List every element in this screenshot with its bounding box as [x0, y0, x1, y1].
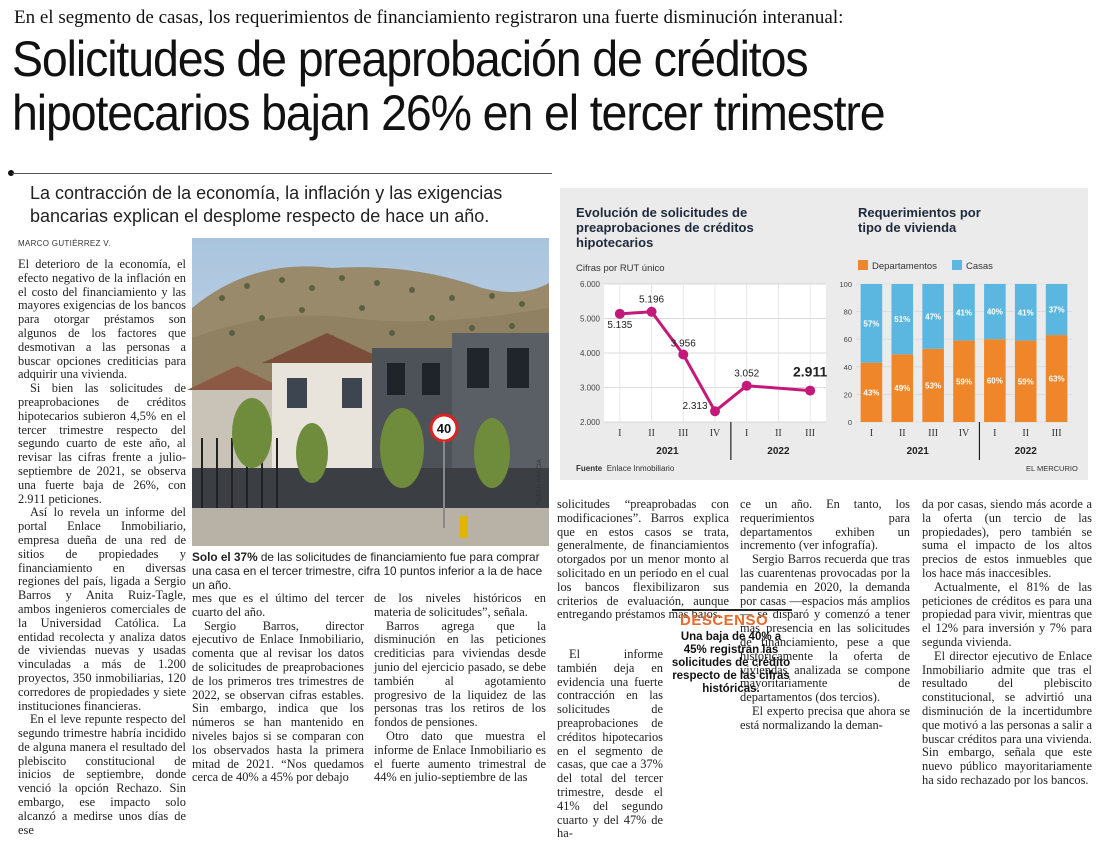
bar-chart-group-label: 2021	[906, 446, 929, 457]
bar-chart-xtick: I	[993, 428, 997, 439]
line-chart-point	[678, 350, 688, 360]
bar-data-label: 53%	[925, 381, 942, 391]
paragraph: Actualmente, el 81% de las peticiones de créditos es para una propiedad para vivir, mientras que el 12% para inversión y 7% para segunda vivienda.	[922, 579, 1092, 649]
paragraph: mes que es el último del tercer cuarto del año.	[192, 591, 364, 619]
paragraph: El informe también deja en evidencia una fuerte contracción en las solicitudes de preaprobaciones de créditos hipotecarios en el segmento de casas, que cae a 37% del total del tercer trimestre, desde el 41% del segundo cuarto y del 47% de ha-	[557, 647, 663, 841]
caption-bold: Solo el 37%	[192, 550, 258, 564]
paragraph: El director ejecutivo de Enlace Inmobiliario admite que tras el resultado del plebiscito constitucional, se advirtió una disminución de la incertidumbre que motivó a las personas a salir a buscar créditos para una vivienda. Sin embargo, señala que este nuevo público mayoritariamente ha sido rechazado por los bancos.	[922, 648, 1092, 787]
source-line	[576, 464, 674, 473]
line-chart-xtick: I	[618, 428, 622, 439]
paragraph: Sergio Barros, director ejecutivo de Enlace Inmobiliario, comenta que al revisar los datos de solicitudes de preaprobaciones de los primeros tres trimestres de 2022, se observan cifras estables. Sin embargo, indica que los números se han mantenido en niveles bajos si se comparan con los observados hasta la primera mitad de 2021. “Nos quedamos cerca de 40% a 45% por debajo	[192, 618, 364, 785]
bar-chart-xtick: IV	[958, 428, 970, 439]
photo-caption	[192, 550, 552, 592]
line-chart-point	[647, 307, 657, 317]
bar-chart-title: Requerimientos por tipo de vivienda	[858, 205, 981, 235]
paragraph: El experto precisa que ahora se está normalizando la deman-	[740, 703, 910, 732]
line-chart-ytick: 2.000	[579, 418, 600, 427]
bar-data-label: 43%	[863, 388, 880, 398]
speed-sign-text: 40	[436, 421, 452, 436]
source-label: Fuente	[576, 464, 603, 473]
source-name: Enlace Inmobiliario	[606, 464, 675, 473]
line-chart-ylabel: Cifras por RUT único	[576, 263, 665, 274]
line-chart-xtick: III	[805, 428, 816, 439]
byline: MARCO GUTIÉRREZ V.	[18, 239, 111, 248]
line-chart-ytick: 4.000	[579, 349, 600, 358]
bar-data-label: 40%	[986, 307, 1003, 317]
bar-data-label: 59%	[955, 377, 973, 387]
line-chart-point	[742, 381, 752, 391]
paragraph: El deterioro de la economía, el efecto negativo de la inflación en el costo del financiamiento y las mayores exigencias de los bancos para otorgar préstamos son algunos de los factores que desmotivan a las personas a buscar opciones crediticias para adquirir una vivienda.	[18, 257, 186, 382]
bar-chart-ytick: 80	[843, 307, 852, 317]
line-chart-point	[805, 386, 815, 396]
line-chart-xtick: III	[678, 428, 689, 439]
bar-data-label: 41%	[1017, 308, 1034, 318]
houses-illustration	[192, 238, 549, 546]
article-photo	[192, 238, 549, 546]
bar-legend-swatch	[952, 260, 962, 270]
bar-data-label: 59%	[1017, 377, 1034, 387]
headline	[12, 32, 1016, 140]
line-chart-data-label: 5.135	[607, 319, 633, 331]
paragraph: da por casas, siendo más acorde a la oferta (un tercio de las propiedades), pero también se suma el impacto de los altos precios de estos inmuebles que los hace más inaccesibles.	[922, 497, 1092, 580]
bar-data-label: 57%	[863, 319, 880, 329]
paragraph: Barros agrega que la disminución en las peticiones crediticias para viviendas desde junio del ejercicio pasado, se debe también al agotamiento progresivo de la liquidez de las personas tras los retiros de los fondos de pensiones.	[374, 618, 546, 730]
bar-data-label: 49%	[894, 384, 911, 394]
bar-data-label: 60%	[986, 376, 1003, 386]
line-chart-data-label: 3.052	[734, 368, 760, 380]
line-chart-data-label: 2.313	[682, 401, 708, 413]
infographic	[560, 188, 1088, 480]
callout-label: DESCENSO	[680, 612, 769, 629]
bar-data-label: 41%	[955, 308, 973, 318]
line-chart-title: Evolución de solicitudes de preaprobaciones de créditos hipotecarios	[576, 205, 754, 250]
column-6	[922, 498, 1092, 788]
line-chart-group-label: 2021	[656, 446, 679, 457]
paragraph: ce un año. En tanto, los requerimientos para departamentos exhiben un incremento (ver infografía).	[740, 497, 910, 553]
line-chart-data-label: 3.956	[670, 338, 696, 350]
publisher-credit: EL MERCURIO	[1026, 464, 1078, 473]
deck: La contracción de la economía, la inflación y las exigencias bancarias explican el desplome respecto de hace un año.	[30, 183, 503, 226]
line-chart-point	[710, 406, 720, 416]
bar-data-label: 63%	[1048, 374, 1065, 384]
headline-line-2: hipotecarios bajan 26% en el tercer trimestre	[12, 85, 885, 141]
bar-data-label: 37%	[1048, 305, 1065, 315]
line-chart-xtick: IV	[709, 428, 721, 439]
bar-chart-xtick: III	[1051, 428, 1062, 439]
bar-chart-ytick: 60	[843, 335, 852, 345]
column-3	[374, 592, 546, 785]
bar-chart-ytick: 100	[839, 280, 852, 289]
line-chart-ytick: 5.000	[579, 314, 600, 324]
line-chart-xtick: I	[745, 428, 749, 439]
bar-data-label: 51%	[894, 315, 911, 325]
column-2	[192, 592, 364, 785]
kicker: En el segmento de casas, los requerimientos de financiamiento registraron una fuerte disminución interanual:	[14, 7, 844, 28]
paragraph: Sergio Barros recuerda que tras las cuarentenas provocadas por la pandemia en 2020, la demanda por casas —espacios más amplios— se disparó y comenzó a tener más presencia en las solicitudes de financiamiento, pese a que históricamente la oferta de viviendas analizada se compone mayoritariamente de departamentos (dos tercios).	[740, 552, 910, 705]
line-chart-point	[615, 309, 625, 319]
bar-chart-xtick: II	[898, 428, 906, 439]
line-chart-ytick: 3.000	[579, 383, 600, 393]
column-4	[557, 498, 729, 622]
line-chart-ytick: 6.000	[579, 280, 600, 289]
column-1	[18, 258, 186, 837]
paragraph: solicitudes “preaprobadas con modificaciones”. Barros explica que en estos casos se trata, generalmente, de financiamientos otorgados por un menor monto al solicitado en un período en el cual los bancos flexibilizaron sus criterios de evaluación, aunque entregando préstamos más bajos.	[557, 497, 729, 622]
bar-chart-group-label: 2022	[1014, 446, 1037, 457]
bar-chart-xtick: III	[928, 428, 939, 439]
bar-chart-xtick: II	[1022, 428, 1030, 439]
bar-legend-label: Casas	[966, 261, 993, 272]
bar-chart-ytick: 0	[847, 418, 852, 427]
paragraph: de los niveles históricos en materia de solicitudes”, señala.	[374, 591, 546, 619]
paragraph: Si bien las solicitudes de preaprobaciones de créditos hipotecarios subieron 4,5% en el tercer trimestre respecto del segundo cuarto de este año, al revisar las cifras frente a julio-septiembre de 2021, se observa una fuerte baja de 26%, con 2.911 peticiones.	[18, 381, 186, 506]
paragraph: En el leve repunte respecto del segundo trimestre habría incidido de alguna manera el resultado del plebiscito constitucional de inicios de septiembre, donde venció la opción Rechazo. Sin embargo, ese impacto solo alcanzó a medirse unos días de ese	[18, 712, 186, 837]
photo-credit: RUBEN GARCIA	[537, 459, 543, 505]
bar-legend-label: Departamentos	[872, 261, 937, 272]
caption-text: de las solicitudes de financiamiento fue para comprar una casa en el tercer trimestre, cifra 10 puntos inferior a la de hace un año.	[192, 550, 543, 592]
line-chart-data-label: 2.911	[793, 363, 828, 380]
line-chart-data-label: 5.196	[639, 294, 665, 306]
bar-chart-ytick: 40	[843, 362, 852, 372]
line-chart-xtick: II	[648, 428, 655, 439]
line-chart-xtick: II	[775, 428, 782, 439]
bar-data-label: 47%	[925, 312, 942, 322]
bar-legend-swatch	[858, 260, 868, 270]
bar-chart-ytick: 20	[843, 390, 852, 400]
headline-line-1: Solicitudes de preaprobación de créditos	[12, 31, 808, 87]
headline-rule	[12, 173, 552, 174]
bar-chart-xtick: I	[869, 428, 874, 439]
paragraph: Otro dato que muestra el informe de Enlace Inmobiliario es el fuerte aumento trimestral de 44% en julio-septiembre de las	[374, 728, 546, 785]
column-4-bottom	[557, 648, 663, 841]
infographic-svg	[560, 188, 1088, 480]
callout-text: Una baja de 40% a 45% registran las solicitudes de crédito respecto de las cifras históricas.	[671, 631, 791, 695]
line-chart-group-label: 2022	[767, 446, 790, 457]
paragraph: Así lo revela un informe del portal Enlace Inmobiliario, empresa dueña de una red de sitios de propiedades y financiamiento en diversas regiones del país, ligada a Sergio Barros y Anita Ruiz-Tagle, ambos ingenieros comerciales de la Universidad Católica. La entidad recolecta y analiza datos de viviendas nuevas y usadas vinculadas a más de 1.200 proyectos, 350 inmobiliarias, 120 corredores de propiedades y siete instituciones financieras.	[18, 505, 186, 713]
callout-rule	[672, 609, 792, 611]
